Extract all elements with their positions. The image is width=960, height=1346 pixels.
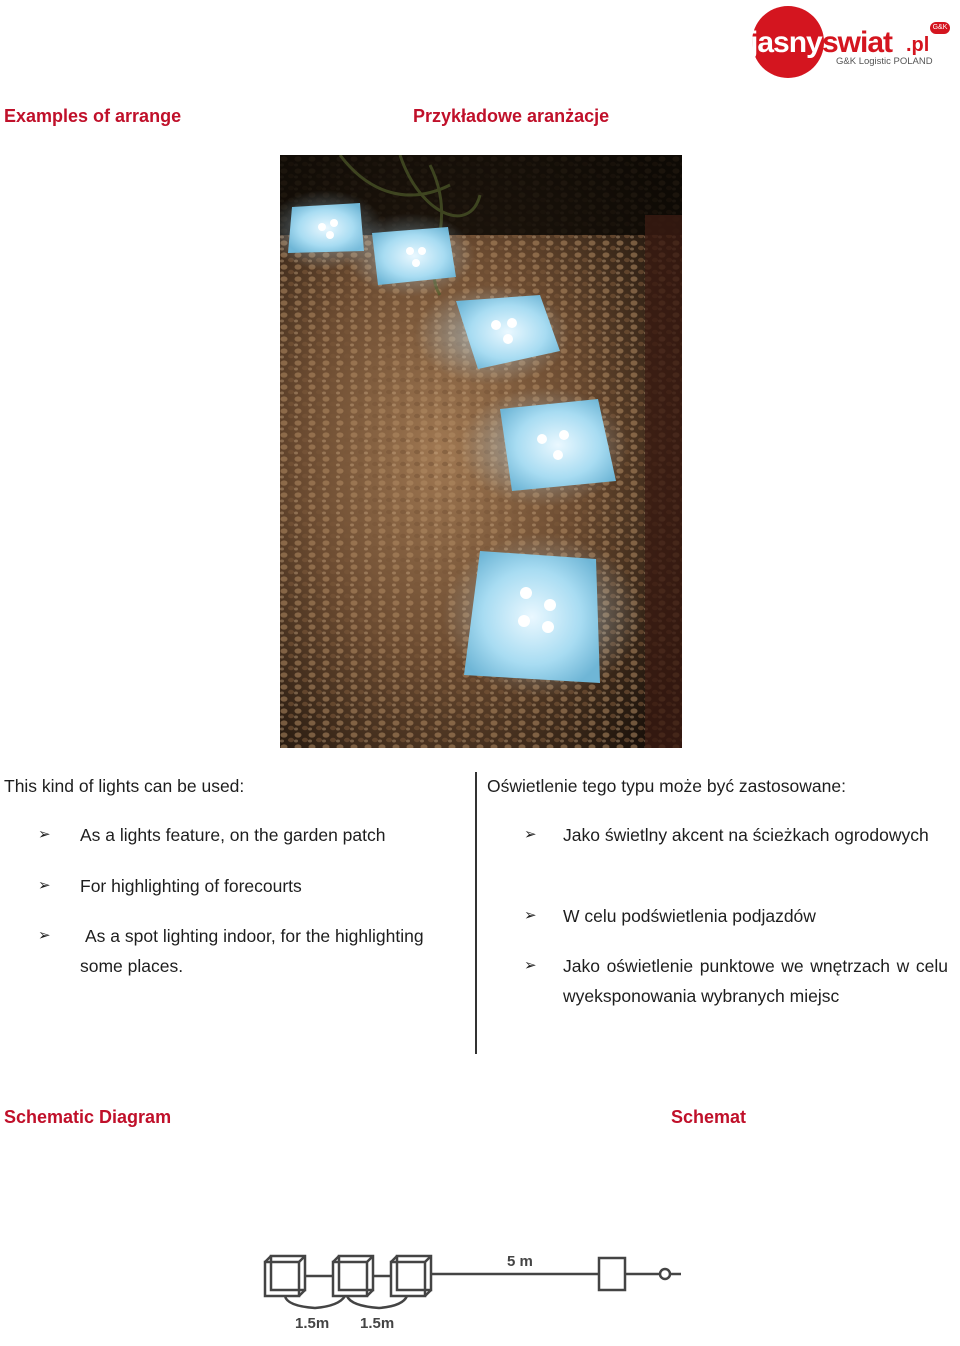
logo-text-tld: .pl <box>906 34 930 56</box>
garden-lights-illustration <box>280 155 682 748</box>
heading-schematic-en: Schematic Diagram <box>4 1107 172 1127</box>
logo <box>748 4 954 80</box>
lamp-2-icon <box>333 1256 373 1296</box>
heading-schematic-pl: Schemat <box>671 1107 747 1127</box>
heading-arrange-pl: Przykładowe aranżacje <box>413 106 610 126</box>
list-item <box>480 820 950 880</box>
list-item <box>0 871 470 901</box>
arrow-bullet-icon: ➢ <box>38 826 51 843</box>
wiring-diagram <box>255 1240 685 1335</box>
lamp-3-icon <box>391 1256 431 1296</box>
logo-badge: G&K <box>930 22 950 34</box>
list-item <box>480 951 950 1011</box>
arrow-bullet-icon: ➢ <box>524 907 537 924</box>
plug-icon <box>660 1269 670 1279</box>
heading-arrange-en: Examples of arrange <box>4 106 182 126</box>
list-item <box>0 820 470 850</box>
list-item <box>480 901 950 931</box>
logo-text-swiat: swiat <box>822 26 893 59</box>
lamp-1-icon <box>265 1256 305 1296</box>
list-item-text: As a spot lighting indoor, for the highlighting some places. <box>80 926 424 976</box>
spacing-label-2: 1.5m <box>360 1315 395 1332</box>
arrow-bullet-icon: ➢ <box>524 957 537 974</box>
logo-text-jasny: jasny <box>750 26 822 59</box>
arrow-bullet-icon: ➢ <box>524 826 537 843</box>
arrow-bullet-icon: ➢ <box>38 877 51 894</box>
list-item-text: Jako świetlny akcent na ścieżkach ogrodowych <box>563 825 929 845</box>
list-item-text: For highlighting of forecourts <box>80 876 302 896</box>
list-item-text: As a lights feature, on the garden patch <box>80 825 386 845</box>
cable-length-label: 5 m <box>507 1253 533 1270</box>
spacing-label-1: 1.5m <box>295 1315 330 1332</box>
arrow-bullet-icon: ➢ <box>38 927 51 944</box>
polish-intro: Oświetlenie tego typu może być zastosowane: <box>487 776 846 796</box>
garden-lights-photo <box>280 155 682 748</box>
column-divider <box>475 772 477 1054</box>
transformer-icon <box>599 1258 625 1290</box>
list-item-text: W celu podświetlenia podjazdów <box>563 906 816 926</box>
schematic-diagram <box>255 1240 685 1335</box>
list-item-text: Jako oświetlenie punktowe we wnętrzach w celu wyeksponowania wybranych miejsc <box>563 956 948 1006</box>
list-item <box>0 921 470 981</box>
english-intro: This kind of lights can be used: <box>4 776 245 796</box>
logo-tagline: G&K Logistic POLAND <box>836 56 933 67</box>
